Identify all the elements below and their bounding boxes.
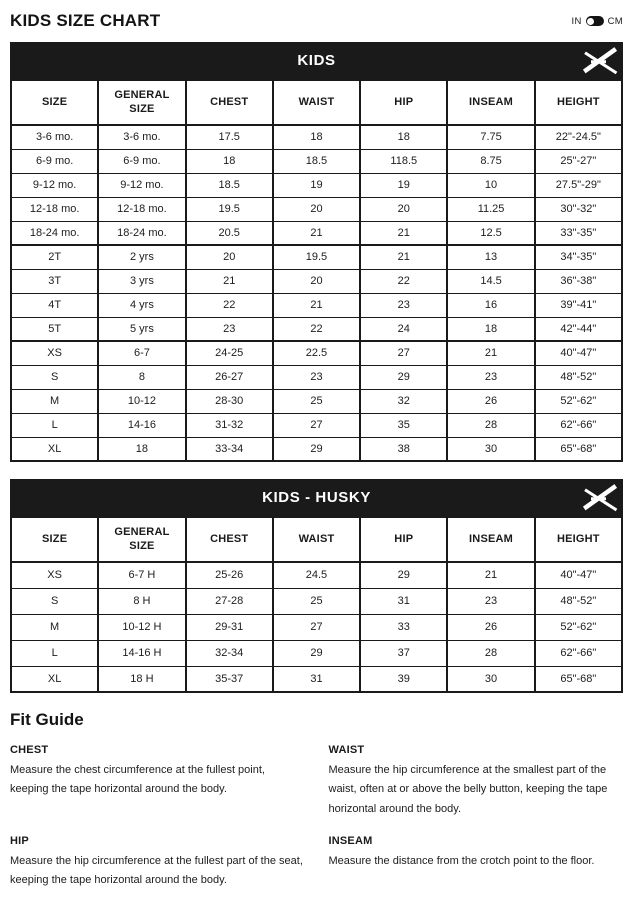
table-cell: 29 [273,640,360,666]
table-cell: 22.5 [273,341,360,365]
table-cell: 21 [273,293,360,317]
table-row [11,562,622,588]
table-cell: 8 [98,365,185,389]
table-cell: 30 [447,666,534,692]
table-row [11,173,622,197]
table-cell: 22 [186,293,273,317]
table-cell: 24 [360,317,447,341]
table-cell: 39 [360,666,447,692]
fit-guide-item-chest [10,744,305,819]
table-cell: 18 [186,149,273,173]
table-row [11,437,622,461]
table-cell: 20 [273,197,360,221]
table-cell: 18 H [98,666,185,692]
table-cell: XL [11,437,98,461]
table-cell: 36"-38" [535,269,622,293]
fit-guide-description: Measure the hip circumference at the fullest part of the seat, keeping the tape horizontal around the body. [10,854,303,886]
table-cell: 12.5 [447,221,534,245]
table-cell: 35 [360,413,447,437]
brand-logo-icon [582,46,618,76]
table-cell: 8.75 [447,149,534,173]
table-cell: 19 [273,173,360,197]
table-cell: 2T [11,245,98,269]
table-cell: 18 [273,125,360,149]
table-cell: 9-12 mo. [98,173,185,197]
header-row [11,517,622,562]
table-cell: 26-27 [186,365,273,389]
kids-table-title-bar [10,42,623,79]
header-row [11,80,622,125]
table-cell: 10-12 H [98,614,185,640]
table-cell: 27 [273,614,360,640]
table-cell: 23 [273,365,360,389]
table-cell: 19.5 [273,245,360,269]
column-header: INSEAM [447,517,534,562]
table-cell: 118.5 [360,149,447,173]
kids-husky-size-table [10,516,623,693]
table-cell: 6-7 [98,341,185,365]
table-cell: 27-28 [186,588,273,614]
table-cell: 29 [360,365,447,389]
column-header: INSEAM [447,80,534,125]
table-cell: 3-6 mo. [11,125,98,149]
table-cell: 25-26 [186,562,273,588]
table-cell: 62"-66" [535,640,622,666]
table-cell: 23 [447,365,534,389]
table-cell: 4 yrs [98,293,185,317]
table-row [11,221,622,245]
table-cell: 5 yrs [98,317,185,341]
table-row [11,365,622,389]
table-cell: 18.5 [186,173,273,197]
toggle-knob-icon [587,18,594,25]
table-row [11,413,622,437]
table-cell: 6-7 H [98,562,185,588]
kids-chart-section [10,42,623,462]
table-cell: 14.5 [447,269,534,293]
table-cell: M [11,614,98,640]
table-cell: 26 [447,614,534,640]
table-cell: 6-9 mo. [11,149,98,173]
table-row [11,614,622,640]
table-cell: 28-30 [186,389,273,413]
table-cell: 3T [11,269,98,293]
fit-guide-term: INSEAM [328,834,373,847]
table-cell: 20 [186,245,273,269]
table-row [11,245,622,269]
table-cell: 20 [360,197,447,221]
table-cell: 31 [360,588,447,614]
table-cell: 24-25 [186,341,273,365]
column-header: SIZE [11,80,98,125]
column-header: HEIGHT [535,517,622,562]
table-cell: 22 [360,269,447,293]
table-cell: 65"-68" [535,437,622,461]
table-cell: 13 [447,245,534,269]
table-cell: 42"-44" [535,317,622,341]
table-row [11,640,622,666]
column-header: HIP [360,517,447,562]
column-header: CHEST [186,80,273,125]
fit-guide-description: Measure the chest circumference at the fullest point, keeping the tape horizontal around the body. [10,764,265,796]
fit-guide-item-inseam [329,835,624,891]
table-cell: 65"-68" [535,666,622,692]
table-cell: 18 [98,437,185,461]
fit-guide-description: Measure the hip circumference at the smallest part of the waist, often at or above the belly button, keeping the tape horizontal around the body. [328,764,608,815]
table-cell: S [11,365,98,389]
fit-guide-grid [10,744,623,890]
table-cell: 12-18 mo. [11,197,98,221]
table-cell: L [11,640,98,666]
table-row [11,125,622,149]
table-cell: L [11,413,98,437]
table-cell: 35-37 [186,666,273,692]
column-header: WAIST [273,80,360,125]
kids-husky-chart-section [10,479,623,693]
table-cell: M [11,389,98,413]
table-cell: 30 [447,437,534,461]
table-row [11,197,622,221]
table-cell: 12-18 mo. [98,197,185,221]
table-cell: 25 [273,389,360,413]
table-cell: 21 [186,269,273,293]
unit-label-in: IN [571,15,582,27]
table-cell: 6-9 mo. [98,149,185,173]
table-cell: 18.5 [273,149,360,173]
table-cell: 62"-66" [535,413,622,437]
table-cell: 3-6 mo. [98,125,185,149]
fit-guide-item-hip [10,835,305,891]
table-cell: 14-16 H [98,640,185,666]
table-cell: XL [11,666,98,692]
table-cell: 31 [273,666,360,692]
fit-guide-item-waist [329,744,624,819]
unit-toggle[interactable] [572,16,623,27]
table-cell: 39"-41" [535,293,622,317]
table-cell: 11.25 [447,197,534,221]
table-cell: 34"-35" [535,245,622,269]
page-title: KIDS SIZE CHART [10,11,161,30]
table-cell: 19 [360,173,447,197]
fit-guide-description: Measure the distance from the crotch point to the floor. [328,854,595,867]
table-cell: 37 [360,640,447,666]
table-cell: 21 [447,562,534,588]
table-cell: 28 [447,413,534,437]
page-header [10,8,623,34]
table-cell: 23 [447,588,534,614]
table-row [11,341,622,365]
table-cell: 21 [360,245,447,269]
column-header: CHEST [186,517,273,562]
table-cell: 14-16 [98,413,185,437]
table-cell: 16 [447,293,534,317]
table-cell: 33"-35" [535,221,622,245]
table-cell: 28 [447,640,534,666]
fit-guide-heading: Fit Guide [10,710,84,729]
table-cell: 22"-24.5" [535,125,622,149]
fit-guide-term: WAIST [328,744,365,756]
fit-guide-term: CHEST [10,744,49,756]
table-row [11,666,622,692]
column-header: GENERAL SIZE [98,80,185,125]
table-cell: 33 [360,614,447,640]
table-cell: 23 [360,293,447,317]
table-cell: 7.75 [447,125,534,149]
table-cell: 31-32 [186,413,273,437]
table-cell: 8 H [98,588,185,614]
table-cell: 32 [360,389,447,413]
kids-size-table [10,79,623,462]
table-cell: 19.5 [186,197,273,221]
table-cell: 29-31 [186,614,273,640]
column-header: HEIGHT [535,80,622,125]
unit-toggle-pill[interactable] [586,16,604,26]
table-cell: 48"-52" [535,365,622,389]
table-cell: 9-12 mo. [11,173,98,197]
table-row [11,317,622,341]
table-cell: 18-24 mo. [11,221,98,245]
kids-husky-table-title: KIDS - HUSKY [262,489,371,506]
table-cell: 21 [360,221,447,245]
table-cell: 5T [11,317,98,341]
table-cell: 21 [447,341,534,365]
table-cell: 52"-62" [535,614,622,640]
table-cell: 38 [360,437,447,461]
table-cell: S [11,588,98,614]
table-cell: 20.5 [186,221,273,245]
table-cell: 2 yrs [98,245,185,269]
table-cell: 52"-62" [535,389,622,413]
table-row [11,149,622,173]
column-header: SIZE [11,517,98,562]
unit-label-cm: CM [607,15,623,27]
table-cell: XS [11,562,98,588]
table-cell: 27 [360,341,447,365]
brand-logo-icon [582,483,618,513]
table-cell: 40"-47" [535,341,622,365]
table-cell: 29 [273,437,360,461]
table-cell: 25 [273,588,360,614]
table-cell: 17.5 [186,125,273,149]
column-header: HIP [360,80,447,125]
table-cell: 18 [360,125,447,149]
table-cell: 30"-32" [535,197,622,221]
table-cell: 24.5 [273,562,360,588]
table-row [11,389,622,413]
table-cell: 27.5"-29" [535,173,622,197]
table-cell: 4T [11,293,98,317]
table-cell: 10-12 [98,389,185,413]
table-cell: 29 [360,562,447,588]
table-cell: 27 [273,413,360,437]
column-header: GENERAL SIZE [98,517,185,562]
table-cell: 48"-52" [535,588,622,614]
table-cell: 33-34 [186,437,273,461]
table-row [11,269,622,293]
fit-guide-term: HIP [10,834,29,847]
table-cell: 32-34 [186,640,273,666]
table-row [11,588,622,614]
table-cell: 10 [447,173,534,197]
kids-table-title: KIDS [297,52,336,69]
table-cell: 18-24 mo. [98,221,185,245]
table-row [11,293,622,317]
table-cell: 20 [273,269,360,293]
table-cell: 26 [447,389,534,413]
column-header: WAIST [273,517,360,562]
table-cell: XS [11,341,98,365]
table-cell: 23 [186,317,273,341]
table-cell: 18 [447,317,534,341]
table-cell: 3 yrs [98,269,185,293]
table-cell: 22 [273,317,360,341]
table-cell: 21 [273,221,360,245]
fit-guide-section [10,710,623,890]
kids-husky-table-title-bar [10,479,623,516]
table-cell: 40"-47" [535,562,622,588]
table-cell: 25"-27" [535,149,622,173]
